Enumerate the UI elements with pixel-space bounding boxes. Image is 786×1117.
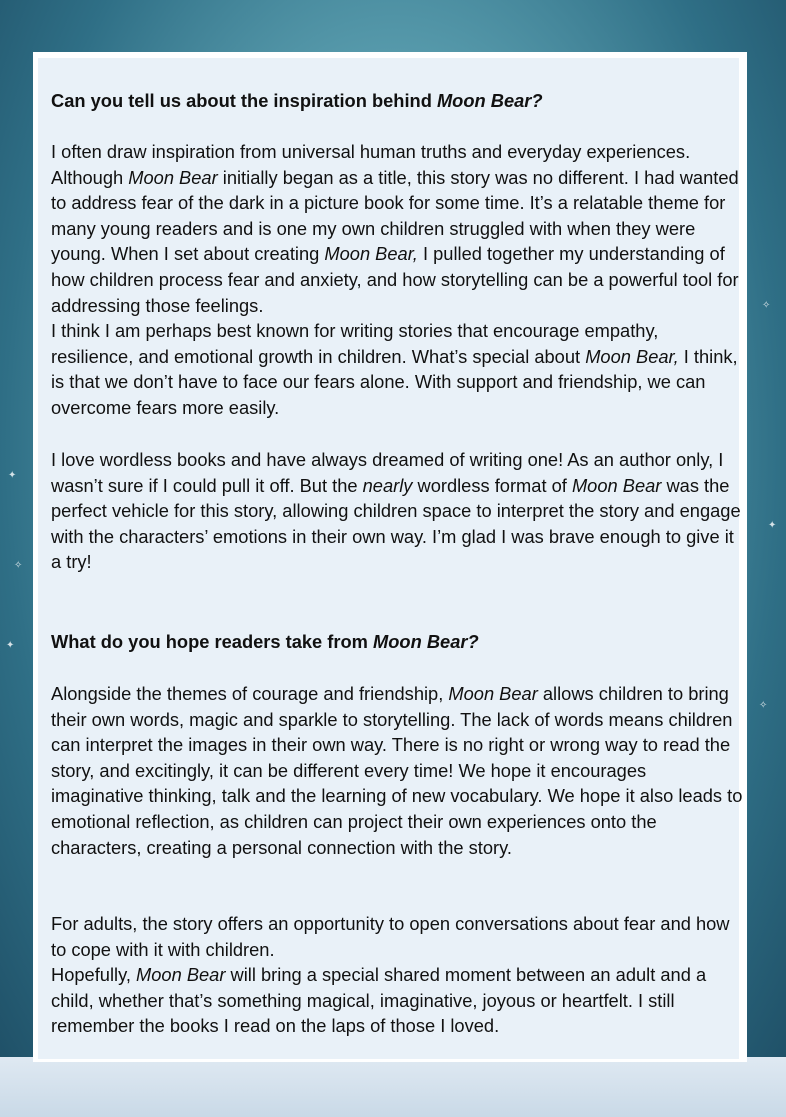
answer-2-paragraph-2 <box>51 911 743 962</box>
text-run: will bring a special shared moment between an adult and a child, whether that’s something magical, imaginative, joyous or heartfelt. I still remember the books I read on the laps of those I loved. <box>51 964 707 1037</box>
italic-text-run: Moon Bear <box>128 166 218 188</box>
text-run: I pulled together my understanding of how children process fear and anxiety, and how storytelling can be a powerful tool for addressing those feelings. <box>51 243 739 316</box>
answer-1-paragraph-1 <box>51 139 743 318</box>
question-heading-1 <box>51 88 543 114</box>
text-run: I think, is that we don’t have to face our fears alone. With support and friendship, we can overcome fears more easily. <box>51 345 738 418</box>
text-run: I often draw inspiration from universal human truths and everyday experiences. Although <box>51 141 691 188</box>
answer-2-paragraph-1 <box>51 681 743 860</box>
sparkle-icon: ✧ <box>14 560 23 571</box>
background-bottom-band <box>0 1057 786 1117</box>
text-run: initially began as a title, this story was no different. I had wanted to address fear of the dark in a picture book for some time. It’s a relatable theme for many young readers and is one my own children struggled with when they were young. When I set about creating <box>51 166 739 265</box>
italic-text-run: Moon Bear <box>136 964 226 986</box>
sparkle-icon: ✦ <box>6 640 15 651</box>
text-run: For adults, the story offers an opportunity to open conversations about fear and how to cope with it with children. <box>51 913 730 960</box>
italic-text-run: Moon Bear, <box>585 345 679 367</box>
sparkle-icon: ✧ <box>759 700 768 711</box>
article-content-area <box>38 58 743 1059</box>
answer-2 <box>51 681 743 860</box>
italic-text-run: Moon Bear <box>448 683 538 704</box>
text-run: wordless format of <box>412 474 572 496</box>
answer-1-continued <box>51 447 743 575</box>
question-heading-2 <box>51 629 479 655</box>
italic-text-run: Moon Bear <box>571 474 662 496</box>
answer-2-paragraph-3 <box>51 962 743 1039</box>
article-panel <box>33 52 747 1062</box>
text-run: Hopefully, <box>51 964 137 986</box>
question-heading-book-title: Moon Bear? <box>436 90 543 111</box>
text-run: was the perfect vehicle for this story, allowing children space to interpret the story and engage with the characters’ emotions in their own way. I’m glad I was brave enough to give it a try! <box>51 474 741 573</box>
answer-1 <box>51 139 743 421</box>
answer-1-paragraph-3 <box>51 447 743 575</box>
sparkle-icon: ✧ <box>762 300 771 311</box>
question-heading-book-title: Moon Bear? <box>373 631 479 652</box>
italic-text-run: nearly <box>362 474 413 496</box>
italic-text-run: Moon Bear, <box>324 243 418 265</box>
answer-1-paragraph-2 <box>51 318 743 420</box>
answer-2-continued <box>51 911 743 1039</box>
text-run: I love wordless books and have always dreamed of writing one! As an author only, I wasn’t sure if I could pull it off. But the <box>51 449 724 496</box>
text-run: Alongside the themes of courage and friendship, <box>51 683 449 704</box>
question-heading-text: Can you tell us about the inspiration behind <box>51 90 437 111</box>
text-run: I think I am perhaps best known for writing stories that encourage empathy, resilience, and emotional growth in children. What’s special about <box>51 320 659 367</box>
sparkle-icon: ✦ <box>8 470 17 481</box>
question-heading-text: What do you hope readers take from <box>51 631 374 652</box>
sparkle-icon: ✦ <box>768 520 777 531</box>
text-run: allows children to bring their own words, magic and sparkle to storytelling. The lack of words means children can interpret the images in their own way. There is no right or wrong way to read the story, and excitingly, it can be different every time! We hope it encourages imaginative thinking, talk and the learning of new vocabulary. We hope it also leads to emotional reflection, as children can project their own experiences onto the characters, creating a personal connection with the story. <box>51 683 743 858</box>
